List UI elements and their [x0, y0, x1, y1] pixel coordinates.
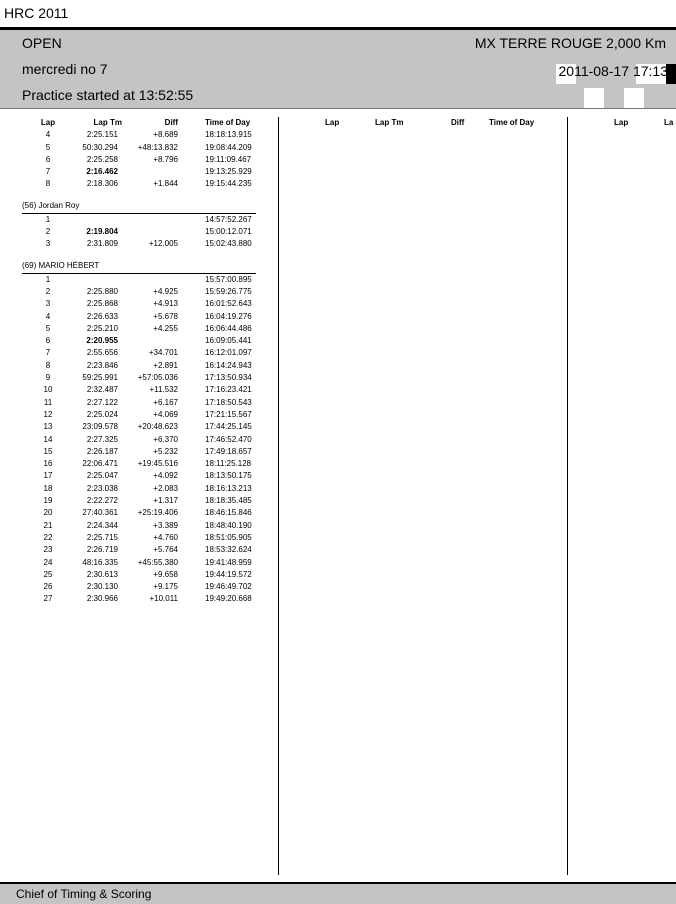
track-name: MX TERRE ROUGE 2,000 Km [474, 35, 666, 51]
time-of-day-header: Time of Day [205, 118, 251, 127]
lap-row [22, 178, 256, 190]
lap-row [22, 495, 256, 507]
time-of-day: 16:04:19.276 [205, 311, 252, 321]
lap-time: 2:26.719 [86, 545, 118, 555]
lap-diff: +9.175 [153, 582, 178, 592]
lap-diff: +4.255 [153, 323, 178, 333]
lap-number: 3 [45, 299, 51, 309]
lap-time: 50:30.294 [82, 142, 118, 152]
lap-diff: +4.092 [153, 471, 178, 481]
lap-time: 2:55.656 [86, 348, 118, 358]
lap-row [22, 593, 256, 605]
lap-number: 20 [43, 508, 53, 518]
lap-diff: +4.925 [153, 286, 178, 296]
time-of-day: 14:57:52.267 [205, 214, 252, 224]
lap-row [22, 557, 256, 569]
lap-number: 8 [45, 360, 51, 370]
lap-row [22, 214, 256, 226]
lap-row [22, 434, 256, 446]
lap-header: Lap [325, 118, 340, 127]
lap-time: 2:23.038 [86, 483, 118, 493]
lap-time: 2:25.715 [86, 532, 118, 542]
lap-time: 22:06.471 [82, 459, 118, 469]
lap-time: 2:25.210 [86, 323, 118, 333]
lap-number: 21 [43, 520, 53, 530]
time-of-day: 17:46:52.470 [205, 434, 252, 444]
lap-time: 27:40.361 [82, 508, 118, 518]
time-of-day: 17:16:23.421 [205, 385, 252, 395]
time-of-day: 18:11:25.128 [205, 459, 252, 469]
lap-number: 19 [43, 496, 53, 506]
lap-time: 2:19.804 [86, 227, 118, 237]
lap-time: 2:25.258 [86, 154, 118, 164]
lap-diff: +57:05.036 [137, 373, 178, 383]
lap-row [22, 384, 256, 396]
lap-time: 2:23.846 [86, 360, 118, 370]
lap-time: 2:26.187 [86, 446, 118, 456]
lap-row [22, 372, 256, 384]
lap-time-header: Lap Tm [375, 118, 404, 127]
lap-number: 7 [45, 348, 51, 358]
lap-number: 9 [45, 373, 51, 383]
report-timestamp: 2011-08-17 17:13 [558, 63, 668, 79]
time-of-day: 18:18:35.485 [205, 496, 252, 506]
lap-diff: +4.913 [153, 299, 178, 309]
lap-number: 3 [45, 239, 51, 249]
time-of-day: 18:53:32.624 [205, 545, 252, 555]
lap-number: 6 [45, 154, 51, 164]
time-of-day: 18:48:40.190 [205, 520, 252, 530]
lap-number: 6 [45, 336, 51, 346]
lap-time: 2:25.880 [86, 286, 118, 296]
lap-row [22, 360, 256, 372]
time-of-day: 15:59:26.775 [205, 286, 252, 296]
time-of-day: 19:08:44.209 [205, 142, 252, 152]
lap-number: 11 [43, 397, 53, 407]
time-of-day: 17:13:50.934 [205, 373, 252, 383]
lap-row [22, 323, 256, 335]
time-of-day-header: Time of Day [489, 118, 535, 127]
lap-diff: +12.005 [148, 239, 178, 249]
lap-number: 16 [43, 459, 53, 469]
lap-time: 2:31.809 [86, 239, 118, 249]
lap-diff: +45:55.380 [137, 557, 178, 567]
lap-row [22, 507, 256, 519]
lap-time: 2:30.613 [86, 569, 118, 579]
lap-number: 1 [45, 214, 51, 224]
lap-number: 7 [45, 167, 51, 177]
lap-row [22, 129, 256, 141]
time-of-day: 19:15:44.235 [205, 179, 252, 189]
time-of-day: 18:51:05.905 [205, 532, 252, 542]
lap-number: 17 [43, 471, 53, 481]
lap-diff: +20:48.623 [137, 422, 178, 432]
lap-time: 23:09.578 [82, 422, 118, 432]
time-of-day: 15:57:00.895 [205, 274, 252, 284]
lap-time: 2:25.047 [86, 471, 118, 481]
lap-number: 5 [45, 323, 51, 333]
lap-diff: +4.760 [153, 532, 178, 542]
lap-number: 23 [43, 545, 53, 555]
lap-row [22, 483, 256, 495]
lap-diff: +34.701 [148, 348, 178, 358]
session-header [0, 30, 676, 108]
lap-row [22, 286, 256, 298]
time-of-day: 18:18:13.915 [205, 130, 252, 140]
lap-time: 2:25.151 [86, 130, 118, 140]
lap-row [22, 409, 256, 421]
lap-number: 4 [45, 130, 51, 140]
column-divider [567, 117, 568, 875]
lap-time: 2:25.868 [86, 299, 118, 309]
lap-number: 2 [45, 227, 51, 237]
column-divider [278, 117, 279, 875]
lap-row [22, 569, 256, 581]
lap-time: 2:16.462 [86, 167, 118, 177]
lap-diff: +5.678 [153, 311, 178, 321]
lap-diff: +8.689 [153, 130, 178, 140]
time-of-day: 18:46:15.846 [205, 508, 252, 518]
time-of-day: 18:13:50.175 [205, 471, 252, 481]
rider-header [22, 200, 256, 214]
lap-number: 14 [43, 434, 53, 444]
lap-row [22, 166, 256, 178]
header-rule [0, 108, 676, 109]
lap-number: 13 [43, 422, 53, 432]
diff-header: Diff [164, 118, 178, 127]
lap-diff: +5.232 [153, 446, 178, 456]
rider-name: (56) Jordan Roy [22, 201, 80, 211]
lap-number: 15 [43, 446, 53, 456]
lap-times-column-1 [22, 117, 256, 606]
lap-number: 12 [43, 409, 53, 419]
lap-time: 2:32.487 [86, 385, 118, 395]
time-of-day: 19:46:49.702 [205, 582, 252, 592]
lap-diff: +4.069 [153, 409, 178, 419]
lap-number: 1 [45, 274, 51, 284]
rider-name: (69) MARIO HÉBERT [22, 261, 100, 271]
lap-time: 2:30.966 [86, 594, 118, 604]
lap-time: 2:25.024 [86, 409, 118, 419]
lap-number: 2 [45, 286, 51, 296]
time-of-day: 15:00:12.071 [205, 227, 252, 237]
lap-diff: +19:45.516 [137, 459, 178, 469]
lap-row [22, 421, 256, 433]
time-of-day: 17:44:25.145 [205, 422, 252, 432]
lap-diff: +6.370 [153, 434, 178, 444]
lap-diff: +1.844 [153, 179, 178, 189]
column-header-row [22, 117, 256, 129]
lap-row [22, 581, 256, 593]
class-name: OPEN [22, 35, 62, 51]
time-of-day: 17:49:18.657 [205, 446, 252, 456]
lap-diff: +2.083 [153, 483, 178, 493]
lap-number: 27 [43, 594, 53, 604]
lap-diff: +8.796 [153, 154, 178, 164]
lap-number: 4 [45, 311, 51, 321]
lap-diff: +11.532 [149, 385, 178, 395]
lap-number: 22 [43, 532, 53, 542]
lap-diff: +9.658 [153, 569, 178, 579]
lap-diff: +6.167 [153, 397, 178, 407]
lap-number: 25 [43, 569, 53, 579]
lap-row [22, 544, 256, 556]
lap-number: 26 [43, 582, 53, 592]
time-of-day: 17:21:15.567 [205, 409, 252, 419]
time-of-day: 16:09:05.441 [205, 336, 252, 346]
time-of-day: 16:06:44.486 [205, 323, 252, 333]
lap-diff: +1.317 [153, 496, 178, 506]
lap-diff: +5.764 [153, 545, 178, 555]
time-of-day: 18:16:13.213 [205, 483, 252, 493]
lap-row [22, 274, 256, 286]
lap-row [22, 226, 256, 238]
lap-row [22, 238, 256, 250]
lap-row [22, 458, 256, 470]
time-of-day: 16:14:24.943 [205, 360, 252, 370]
lap-time: 2:20.955 [86, 336, 118, 346]
lap-diff: +48:13.832 [137, 142, 178, 152]
lap-number: 24 [43, 557, 53, 567]
time-of-day: 16:12:01.097 [205, 348, 252, 358]
lap-time: 48:16.335 [82, 557, 118, 567]
practice-start: Practice started at 13:52:55 [22, 87, 194, 103]
time-of-day: 15:02:43.880 [205, 239, 252, 249]
lap-row [22, 298, 256, 310]
lap-row [22, 154, 256, 166]
lap-row [22, 532, 256, 544]
time-of-day: 19:11:09.467 [205, 154, 252, 164]
rider-header [22, 260, 256, 274]
footer [0, 882, 676, 904]
lap-diff: +2.891 [153, 360, 178, 370]
footer-signature-label: Chief of Timing & Scoring [16, 887, 152, 901]
time-of-day: 19:49:20.668 [205, 594, 252, 604]
lap-time: 2:22.272 [86, 496, 118, 506]
lap-number: 18 [43, 483, 53, 493]
time-of-day: 19:44:19.572 [205, 569, 252, 579]
time-of-day: 17:18:50.543 [205, 397, 252, 407]
lap-time-header: Lap Tm [93, 118, 122, 127]
time-of-day: 19:41:48.959 [205, 557, 252, 567]
diff-header: Diff [451, 118, 465, 127]
lap-time: 2:27.122 [86, 397, 118, 407]
lap-header: Lap [40, 118, 56, 127]
lap-time: 2:27.325 [86, 434, 118, 444]
time-of-day: 19:13:25.929 [205, 167, 252, 177]
lap-header: Lap [614, 118, 629, 127]
lap-row [22, 446, 256, 458]
lap-row [22, 335, 256, 347]
lap-time: 2:24.344 [86, 520, 118, 530]
lap-time: 2:30.130 [86, 582, 118, 592]
lap-row [22, 142, 256, 154]
lap-number: 5 [45, 142, 51, 152]
lap-diff: +25:19.406 [137, 508, 178, 518]
lap-number: 10 [43, 385, 53, 395]
column-header-row-2 [288, 117, 558, 129]
lap-row [22, 397, 256, 409]
column-header-row-3 [576, 117, 676, 129]
lap-time: 2:26.633 [86, 311, 118, 321]
lap-diff: +3.389 [153, 520, 178, 530]
lap-row [22, 311, 256, 323]
lap-diff: +10.011 [149, 594, 178, 604]
event-date: mercredi no 7 [22, 61, 108, 77]
lap-number: 8 [45, 179, 51, 189]
lap-row [22, 347, 256, 359]
lap-time-header-cut: La [664, 118, 674, 127]
lap-time: 59:25.991 [82, 373, 118, 383]
time-of-day: 16:01:52.643 [205, 299, 252, 309]
lap-row [22, 520, 256, 532]
lap-row [22, 470, 256, 482]
lap-time: 2:18.306 [86, 179, 118, 189]
report-title: HRC 2011 [4, 5, 69, 21]
